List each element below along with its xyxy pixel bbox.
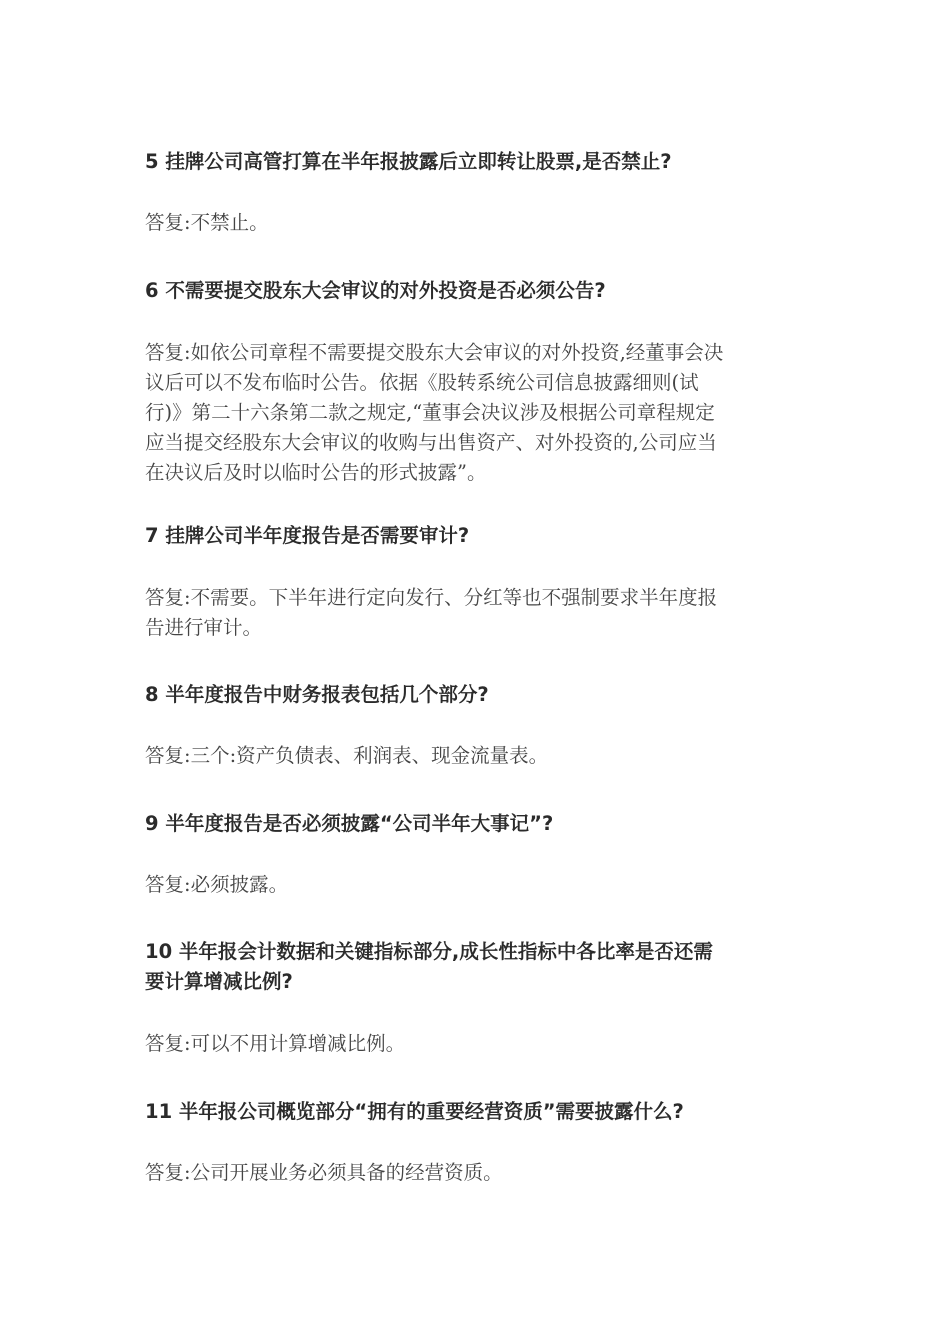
question-heading-line: 要计算增减比例? [145, 970, 293, 993]
qa-item-11 [145, 1097, 810, 1127]
qa-item-10 [145, 937, 810, 997]
question-heading: 5 挂牌公司高管打算在半年报披露后立即转让股票,是否禁止? [145, 150, 672, 173]
qa-answer-5 [145, 208, 810, 238]
answer-line: 告进行审计。 [145, 616, 263, 639]
qa-item-6 [145, 276, 810, 306]
answer-line: 在决议后及时以临时公告的形式披露”。 [145, 461, 487, 484]
qa-item-5 [145, 147, 810, 177]
question-heading: 7 挂牌公司半年度报告是否需要审计? [145, 524, 470, 547]
qa-answer-11 [145, 1158, 810, 1188]
answer-text: 答复:必须披露。 [145, 873, 289, 896]
answer-line: 应当提交经股东大会审议的收购与出售资产、对外投资的,公司应当 [145, 431, 717, 454]
answer-text: 答复:可以不用计算增减比例。 [145, 1032, 406, 1055]
question-heading: 11 半年报公司概览部分“拥有的重要经营资质”需要披露什么? [145, 1100, 684, 1123]
answer-text: 答复:三个:资产负债表、利润表、现金流量表。 [145, 744, 549, 767]
answer-text: 答复:不禁止。 [145, 211, 269, 234]
qa-item-7 [145, 521, 810, 551]
question-heading: 6 不需要提交股东大会审议的对外投资是否必须公告? [145, 279, 606, 302]
answer-line: 议后可以不发布临时公告。依据《股转系统公司信息披露细则(试 [145, 371, 699, 394]
question-heading: 9 半年度报告是否必须披露“公司半年大事记”? [145, 812, 554, 835]
qa-answer-8 [145, 741, 810, 771]
answer-text: 答复:公司开展业务必须具备的经营资质。 [145, 1161, 503, 1184]
question-heading: 8 半年度报告中财务报表包括几个部分? [145, 683, 489, 706]
qa-answer-9 [145, 870, 810, 900]
answer-line: 答复:不需要。下半年进行定向发行、分红等也不强制要求半年度报 [145, 586, 718, 609]
answer-line: 行)》第二十六条第二款之规定,“董事会决议涉及根据公司章程规定 [145, 401, 715, 424]
qa-item-8 [145, 680, 810, 710]
question-heading-line: 10 半年报会计数据和关键指标部分,成长性指标中各比率是否还需 [145, 940, 713, 963]
answer-line: 答复:如依公司章程不需要提交股东大会审议的对外投资,经董事会决 [145, 341, 724, 364]
qa-answer-10 [145, 1029, 810, 1059]
qa-answer-7 [145, 583, 810, 643]
qa-item-9 [145, 809, 810, 839]
qa-answer-6 [145, 338, 810, 488]
